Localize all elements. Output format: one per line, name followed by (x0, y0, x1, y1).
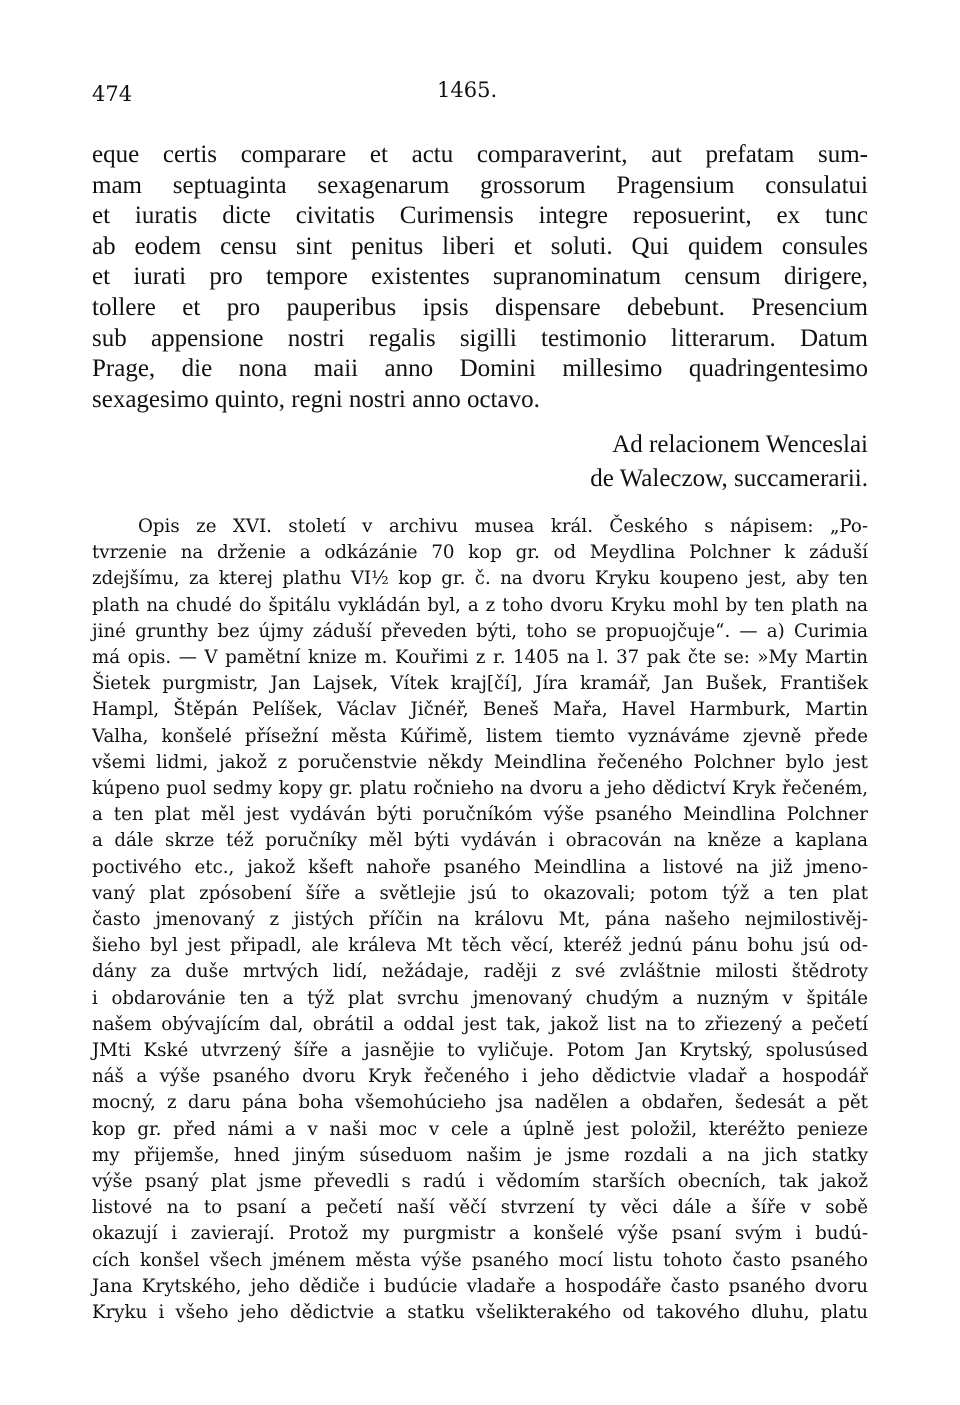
main-text-line: sexagesimo quinto, regni nostri anno octavo. (92, 385, 540, 413)
note-line: JMti Kské utvrzený šíře a jasnějie to vyličuje. Potom Jan Krytský, spolusúsed (92, 1040, 868, 1062)
main-text-line: et iurati pro tempore existentes supranominatum censum dirigere, (92, 263, 868, 291)
note-line: Kryku i všeho jeho dědictvie a statku všelikterakého od takového dluhu, platu (92, 1302, 868, 1324)
note-line: našem obývajícím dal, obrátil a oddal jest tak, jakož list na to zřiezený a pečetí (92, 1013, 868, 1035)
signature-line: Ad relacionem Wenceslai (612, 431, 868, 458)
note-line: plath na chudé do špitálu vykládán byl, a z toho dvoru Kryku mohl by ten plath na (92, 594, 868, 616)
main-text-line: mam septuaginta sexagenarum grossorum Pragensium consulatui (92, 171, 868, 199)
main-text-line: ab eodem censu sint penitus liberi et soluti. Qui quidem consules (92, 232, 868, 260)
note-line: výše psaný plat jsme převedli s radú i vědomím starších obecních, tak jakož (92, 1171, 868, 1193)
footnotes-block (92, 514, 868, 1326)
note-line: všemi lidmi, jakož z poručenstvie někdy Meindlina řečeného Polchner bylo jest (92, 751, 868, 773)
note-line: okazují i zavierají. Protož my purgmistr a konšelé výše psaní svým i budú- (92, 1223, 868, 1245)
note-line: a dále skrze též poručníky měl býti vydáván i obracován na kněze a kaplana (92, 830, 868, 852)
note-line: Opis ze XVI. století v archivu musea král. Českého s nápisem: „Po- (138, 516, 868, 537)
main-text-line: et iuratis dicte civitatis Curimensis integre reposuerint, ex tunc (92, 202, 868, 230)
note-line: kúpeno puol sedmy kopy gr. platu ročnieho na dvoru a jeho dědictví Kryk řečeném, (92, 778, 868, 800)
note-line: Šietek purgmistr, Jan Lajsek, Vítek kraj[čí], Jíra kramář, Jan Bušek, František (92, 673, 868, 695)
note-line: vaný plat zpósobení šíře a světlejie jsú to okazovali; potom týž a ten plat (92, 882, 868, 904)
main-text-line: eque certis comparare et actu comparaverint, aut prefatam sum- (92, 141, 868, 168)
signature-line: de Waleczow, succamerarii. (590, 465, 868, 492)
main-text-block (92, 140, 868, 415)
note-line: a ten plat měl jest vydáván býti poručníkóm výše psaného Meindlina Polchner (92, 804, 868, 826)
main-text-line: sub appensione nostri regalis sigilli testimonio litterarum. Datum (92, 324, 868, 352)
main-text-line: Prage, die nona maii anno Domini millesimo quadringentesimo (92, 355, 868, 383)
note-line: Hampl, Štěpán Pelíšek, Václav Jičnéř, Beneš Mařa, Havel Harmburk, Martin (92, 699, 868, 721)
note-line: náš a výše psaného dvoru Kryk řečeného i jeho dědictvie vladař a hospodář (92, 1066, 868, 1088)
page-header (92, 78, 868, 112)
note-line: cích konšel všech jménem města výše psaného mocí listu tohoto často psaného (92, 1249, 868, 1271)
note-line: kop gr. před námi a v naši moc v cele a úplně jest položil, kteréžto penieze (92, 1118, 868, 1140)
note-line: jiné grunthy bez újmy záduší převeden býti, toho se propuojčuje“. — a) Curimia (92, 620, 868, 642)
note-line: Valha, konšelé přísežní města Kúřimě, listem tiemto vyznáváme zjevně přede (92, 725, 868, 747)
signature-block (92, 428, 868, 496)
note-line: často jmenovaný z jistých příčin na královu Mt, pána našeho nejmilostivěj- (92, 909, 868, 931)
note-line: Jana Krytského, jeho dědiče i budúcie vladaře a hospodáře často psaného dvoru (92, 1275, 868, 1297)
note-line: mocný, z daru pána boha všemohúcieho jsa nadělen a obdařen, šedesát a pět (92, 1092, 868, 1114)
note-line: tvrzenie na drženie a odkázánie 70 kop gr. od Meydlina Polchner k záduší (92, 542, 868, 564)
page-number: 474 (92, 82, 133, 106)
note-line: my přijemše, hned jiným súseduom našim je jsme rozdali a na jich statky (92, 1144, 868, 1166)
main-text-line: tollere et pro pauperibus ipsis dispensare debebunt. Presencium (92, 293, 868, 321)
note-line: dány za duše mrtvých lidí, nežádaje, raději z své zvláštnie milosti štědroty (92, 961, 868, 983)
note-line: poctivého etc., jakož kšeft nahoře psaného Meindlina a listové na již jmeno- (92, 856, 868, 878)
note-line: listové na to psaní a pečetí naší věčí stvrzení ty věci dále a šíře v sobě (92, 1197, 868, 1219)
note-line: má opis. — V pamětní knize m. Kouřimi z r. 1405 na l. 37 pak čte se: »My Martin (92, 647, 868, 669)
note-line: zdejšímu, za kterej plathu VI½ kop gr. č. na dvoru Kryku koupeno jest, aby ten (92, 568, 868, 590)
running-head-year: 1465. (437, 78, 498, 102)
note-line: i obdarovánie ten a týž plat svrchu jmenovaný chudým a nuzným v špitále (92, 987, 868, 1009)
note-line: šieho byl jest připadl, ale králeva Mt těch věcí, kteréž jednú pánu bohu jsú od- (92, 935, 868, 957)
